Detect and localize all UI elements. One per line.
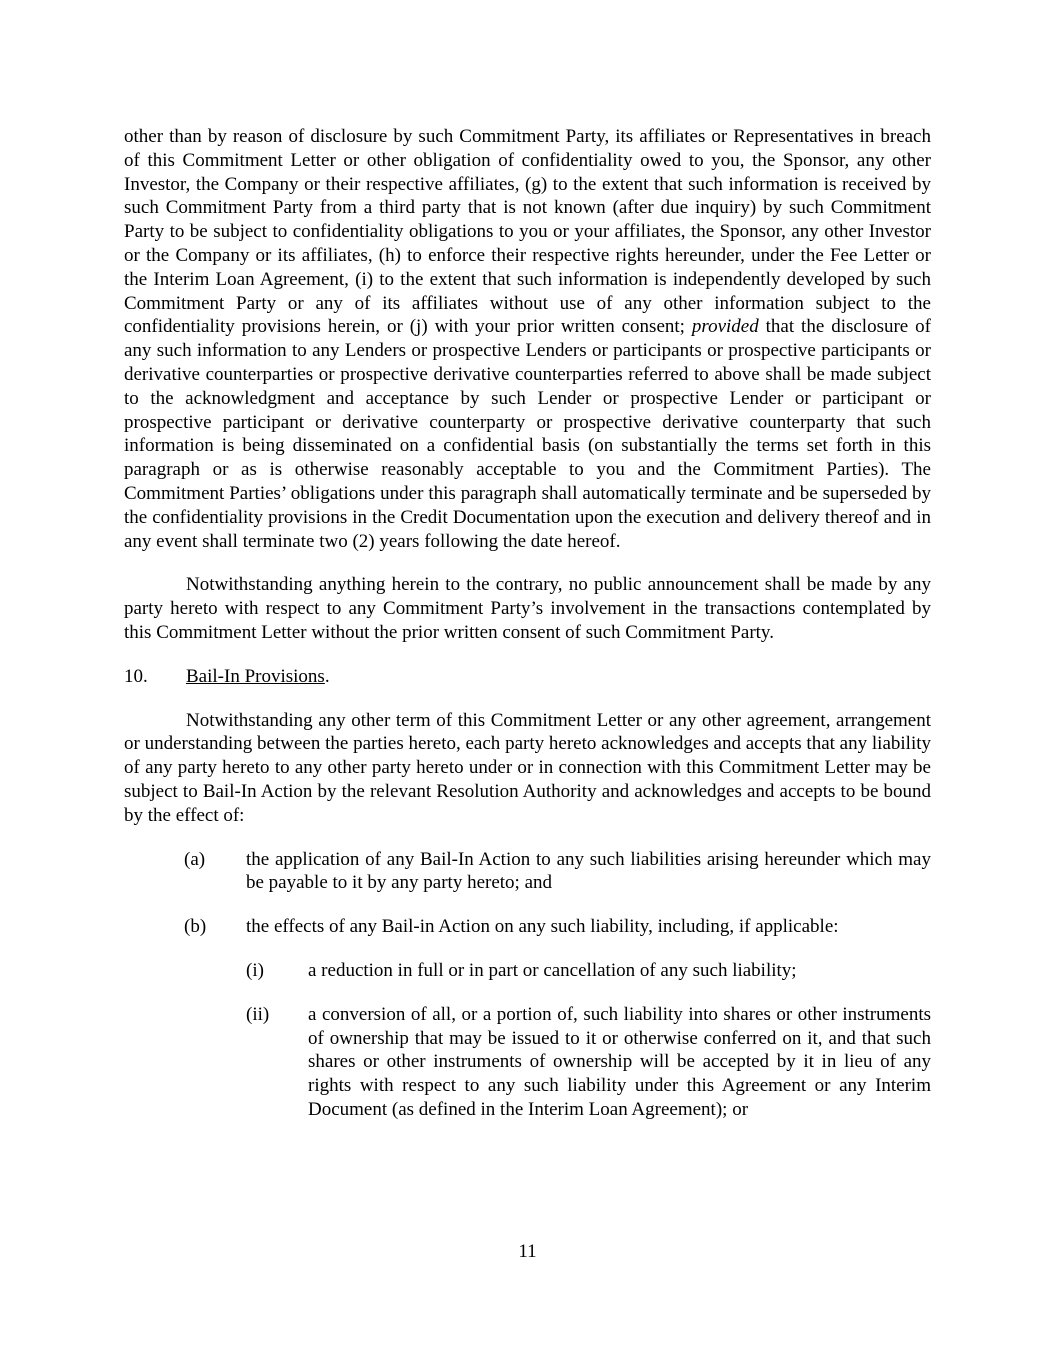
page-number: 11 xyxy=(518,1241,537,1262)
public-announcement-paragraph: Notwithstanding anything herein to the contrary, no public announcement shall be made by any party hereto with respect to any Commitment Party’s involvement in the transactions contemplated by this Commitment Letter without the prior written consent of such Commitment Party. xyxy=(124,574,931,643)
list-item xyxy=(124,915,931,939)
list-item-text: the effects of any Bail-in Action on any such liability, including, if applicable: xyxy=(246,916,839,938)
list-item xyxy=(124,848,931,896)
sub-list-item xyxy=(124,1003,931,1122)
continuation-text-part-1: other than by reason of disclosure by such Commitment Party, its affiliates or Representatives in breach of this Commitment Letter or other obligation of confidentiality owed to you, the Sponsor, any other Investor, the Company or their respective affiliates, (g) to the extent that such information is received by such Commitment Party from a third party that is not known (after due inquiry) by such Commitment Party to be subject to confidentiality obligations to you or your affiliates, the Sponsor, any other Investor or the Company or its affiliates, (h) to enforce their respective rights hereunder, under the Fee Letter or the Interim Loan Agreement, (i) to the extent that such information is independently developed by such Commitment Party or any of its affiliates without use of any other information subject to the confidentiality provisions herein, or (j) with your prior written consent; xyxy=(124,126,931,338)
confidentiality-continuation-paragraph xyxy=(124,125,931,553)
sub-list-item-text: a conversion of all, or a portion of, such liability into shares or other instruments of ownership that may be issued to it or otherwise conferred on it, and that such shares or other instruments of ownership will be accepted by it in lieu of any rights with respect to any such liability under this Agreement or any Interim Document (as defined in the Interim Loan Agreement); or xyxy=(308,1003,931,1120)
document-page xyxy=(124,125,931,1142)
bail-in-intro-paragraph: Notwithstanding any other term of this Commitment Letter or any other agreement, arrangement or understanding between the parties hereto, each party hereto acknowledges and accepts that any liability of any party hereto to any other party hereto under or in connection with this Commitment Letter may be subject to Bail-In Action by the relevant Resolution Authority and acknowledges and accepts to be bound by the effect of: xyxy=(124,709,931,826)
section-number: 10. xyxy=(124,665,148,687)
list-item-text: the application of any Bail-In Action to any such liabilities arising hereunder which may be payable to it by any party hereto; and xyxy=(246,848,931,894)
sub-list-item-label: (ii) xyxy=(246,1003,270,1025)
list-item-label: (b) xyxy=(184,916,207,938)
continuation-text-part-2: that the disclosure of any such information to any Lenders or prospective Lenders or participants or prospective participants or derivative counterparties or prospective derivative counterparties referred to above shall be made subject to the acknowledgment and acceptance by such Lender or prospective Lender or participant or prospective participant or derivative counterparty or prospective derivative counterparty that such information is being disseminated on a confidential basis (on substantially the terms set forth in this paragraph or as is otherwise reasonably acceptable to you and the Commitment Parties). The Commitment Parties’ obligations under this paragraph shall automatically terminate and be superseded by the confidentiality provisions in the Credit Documentation upon the execution and delivery thereof and in any event shall terminate two (2) years following the date hereof. xyxy=(124,316,931,552)
list-item-label: (a) xyxy=(184,848,206,870)
sub-list-item xyxy=(124,959,931,983)
provided-italic: provided xyxy=(691,316,759,338)
section-title: Bail-In Provisions xyxy=(186,665,325,687)
section-title-period: . xyxy=(324,665,330,687)
sub-list-item-label: (i) xyxy=(246,959,264,981)
section-title-wrap xyxy=(186,665,330,689)
section-heading xyxy=(124,665,931,689)
sub-list-item-text: a reduction in full or in part or cancellation of any such liability; xyxy=(308,959,797,981)
